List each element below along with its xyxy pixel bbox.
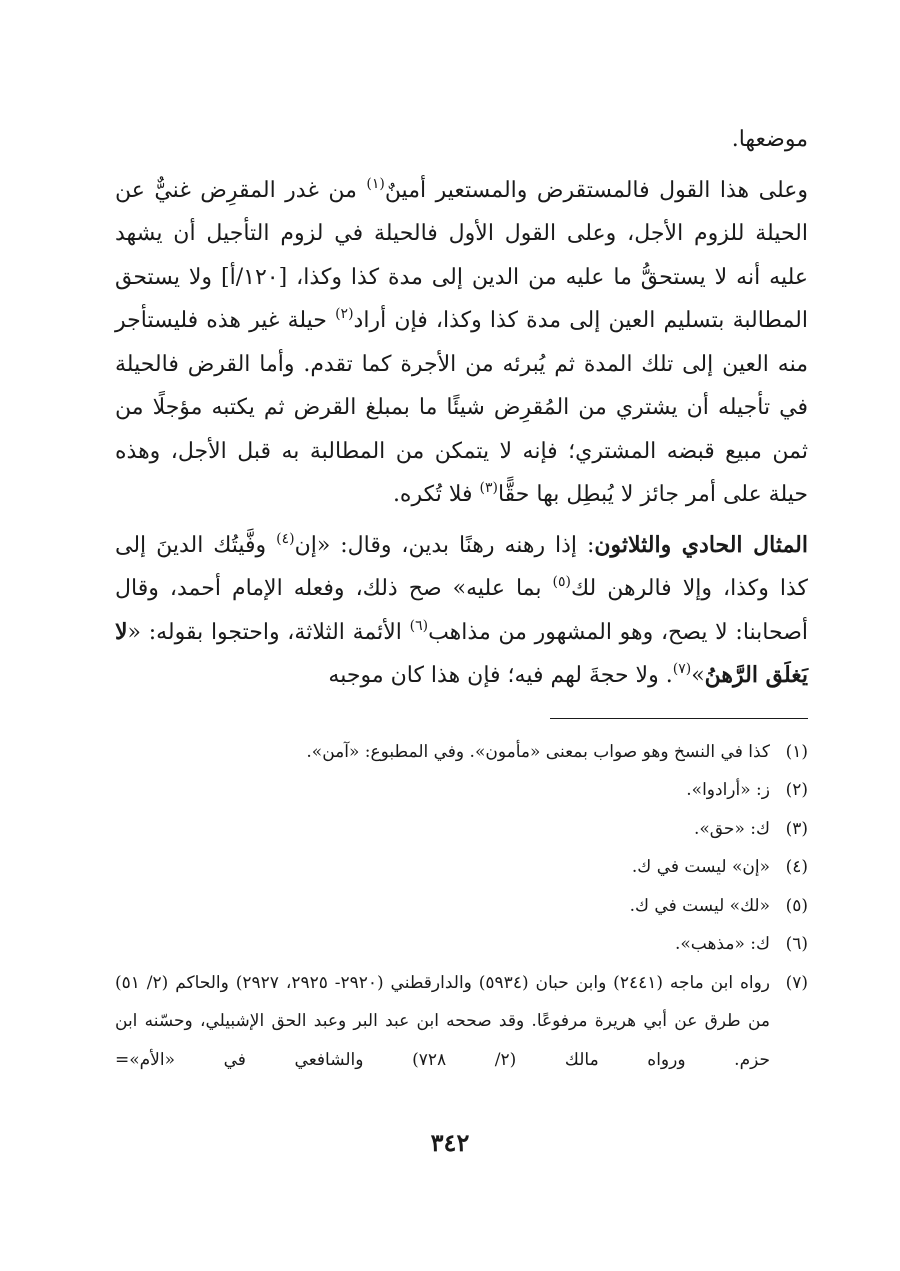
- paragraph-3-text-c: بما عليه» صح ذلك، وفعله الإمام أحمد، وقال أصحابنا: لا يصح، وهو المشهور من مذاهب: [115, 576, 808, 645]
- footnote-text: ك: «حق».: [693, 818, 770, 839]
- paragraph-2-text-d: فلا تُكره.: [392, 482, 480, 507]
- footnote-number: (٧): [785, 972, 808, 993]
- footnote-text: ز: «أرادوا».: [686, 780, 770, 800]
- footnote-text: «إن» ليست في ك.: [631, 857, 770, 877]
- footnote-text: كذا في النسخ وهو صواب بمعنى «مأمون». وفي المطبوع: «آمن».: [306, 741, 770, 762]
- paragraph-1-text: موضعها.: [731, 127, 808, 152]
- footnote-ref-7[interactable]: (٧): [672, 661, 692, 677]
- example-heading: المثال الحادي والثلاثون: [594, 531, 808, 558]
- footnote-2: [115, 771, 808, 810]
- footnote-number: (٥): [785, 895, 808, 916]
- paragraph-2: [115, 169, 808, 517]
- paragraph-2-text-b: من غدر المقرِض غنيٌّ عن الحيلة للزوم الأجل، وعلى القول الأول فالحيلة في لزوم التأجيل أن يشهد عليه أنه لا يستحقُّ ما عليه من الدين إلى مدة كذا وكذا، [١٢٠/أ] ولا يستحق المطالبة بتسليم العين إلى مدة كذا وكذا، فإن أراد: [115, 177, 808, 333]
- paragraph-3-text-a: : إذا رهنه رهنًا بدين، وقال: «إن: [294, 532, 595, 558]
- footnote-divider: [550, 718, 808, 719]
- page-number: ٣٤٢: [430, 1128, 470, 1157]
- paragraph-3: [115, 524, 808, 698]
- paragraph-3-text-e: »: [691, 663, 705, 688]
- footnote-3: [115, 810, 808, 849]
- footnote-ref-2[interactable]: (٢): [335, 306, 354, 322]
- footnote-number: (٣): [785, 818, 808, 839]
- main-text: [115, 118, 808, 698]
- book-page: [115, 118, 808, 1079]
- paragraph-2-text-a: وعلى هذا القول فالمستقرض والمستعير أمينٌ: [384, 177, 808, 203]
- footnote-text: ك: «مذهب».: [674, 934, 770, 954]
- footnote-ref-1[interactable]: (١): [366, 175, 385, 192]
- paragraph-2-text-c: حيلة غير هذه فليستأجر منه العين إلى تلك المدة ثم يُبرئه من الأجرة كما تقدم. وأما القرض فالحيلة في تأجيله أن يشتري من المُقرِض شيئًا ما بمبلغ القرض ثم يكتبه مؤجلًا من ثمن مبيع قبضه المشتري؛ فإنه لا يتمكن من المطالبة به قبل الأجل، وهذه حيلة على أمر جائز لا يُبطِل بها حقًّا: [115, 308, 808, 507]
- footnote-4: [115, 848, 808, 887]
- footnote-number: (٦): [785, 934, 808, 954]
- paragraph-3-text-b: وفَّيتُك الدينَ إلى كذا وكذا، وإلا فالرهن لك: [115, 532, 809, 601]
- footnote-text: «لك» ليست في ك.: [629, 895, 770, 916]
- footnote-1: [115, 733, 808, 772]
- footnote-number: (١): [785, 741, 808, 762]
- hadith-quote: لا يَغلَق الرَّهنُ: [115, 618, 808, 688]
- footnote-ref-4[interactable]: (٤): [276, 530, 295, 547]
- footnote-text: رواه ابن ماجه (٢٤٤١) وابن حبان (٥٩٣٤) والدارقطني (٢٩٢٠- ٢٩٢٥، ٢٩٢٧) والحاكم (٢/ ٥١) من طرق عن أبي هريرة مرفوعًا. وقد صححه ابن عبد البر وعبد الحق الإشبيلي، وحسّنه ابن حزم. ورواه مالك (٢/ ٧٢٨) والشافعي في «الأم»=: [115, 972, 771, 1070]
- footnote-6: [115, 925, 808, 964]
- footnote-5: [115, 887, 808, 926]
- footnotes: [115, 733, 808, 1080]
- footnote-ref-6[interactable]: (٦): [409, 617, 429, 634]
- paragraph-1: [115, 118, 808, 162]
- footnote-ref-3[interactable]: (٣): [479, 480, 498, 496]
- paragraph-3-text-f: . ولا حجةَ لهم فيه؛ فإن هذا كان موجبه: [328, 663, 673, 688]
- footnote-7: [115, 964, 808, 1080]
- footnote-number: (٢): [785, 780, 808, 800]
- paragraph-3-text-d: الأئمة الثلاثة، واحتجوا بقوله: «: [127, 619, 410, 645]
- footnote-number: (٤): [785, 857, 808, 877]
- footnote-ref-5[interactable]: (٥): [552, 574, 571, 590]
